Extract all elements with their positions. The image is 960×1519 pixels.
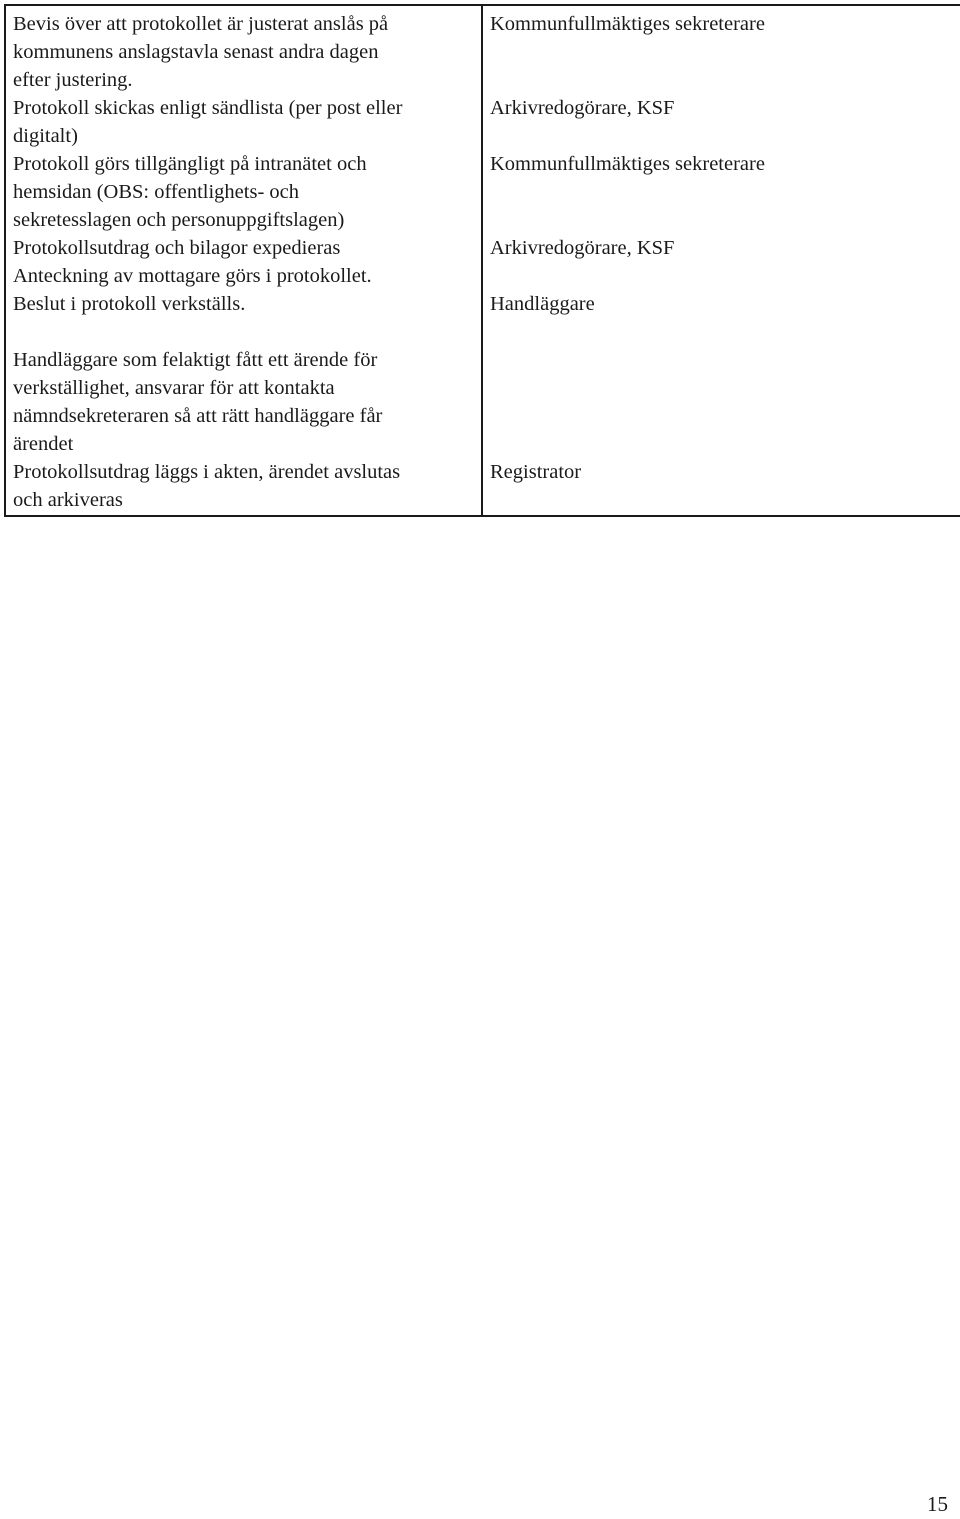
role-line-11: Handläggare	[490, 293, 595, 315]
task-line-9: Protokollsutdrag och bilagor expedieras	[13, 237, 341, 259]
role-gap	[490, 402, 954, 430]
role-gap	[490, 318, 954, 346]
task-line-14: verkställighet, ansvarar för att kontakta	[13, 377, 335, 399]
role-gap	[490, 430, 954, 458]
responsibility-table	[4, 4, 960, 517]
role-gap	[490, 122, 954, 150]
task-line-11: Beslut i protokoll verkställs.	[13, 293, 246, 315]
role-cell	[482, 5, 960, 516]
task-line-2: kommunens anslagstavla senast andra dagen	[13, 41, 379, 63]
role-gap	[490, 374, 954, 402]
role-line-6: Kommunfullmäktiges sekreterare	[490, 153, 765, 175]
role-gap	[490, 486, 954, 514]
table-row	[5, 5, 960, 516]
task-line-7: hemsidan (OBS: offentlighets- och	[13, 181, 300, 203]
task-line-gap	[13, 318, 475, 346]
task-line-5: digitalt)	[13, 125, 78, 147]
page-number: 15	[927, 1492, 948, 1516]
role-line-4: Arkivredogörare, KSF	[490, 97, 675, 119]
role-gap	[490, 262, 954, 290]
role-line-9: Arkivredogörare, KSF	[490, 237, 675, 259]
role-gap	[490, 206, 954, 234]
task-line-3: efter justering.	[13, 69, 133, 91]
task-line-18: och arkiveras	[13, 489, 123, 511]
task-cell	[5, 5, 482, 516]
task-line-16: ärendet	[13, 433, 74, 455]
role-gap	[490, 66, 954, 94]
task-line-10: Anteckning av mottagare görs i protokollet.	[13, 265, 372, 287]
role-gap	[490, 38, 954, 66]
task-line-17: Protokollsutdrag läggs i akten, ärendet avslutas	[13, 461, 401, 483]
task-line-8: sekretesslagen och personuppgiftslagen)	[13, 209, 345, 231]
role-gap	[490, 346, 954, 374]
role-line-1: Kommunfullmäktiges sekreterare	[490, 13, 765, 35]
task-line-1: Bevis över att protokollet är justerat anslås på	[13, 13, 389, 35]
task-line-15: nämndsekreteraren så att rätt handläggare får	[13, 405, 383, 427]
task-line-6: Protokoll görs tillgängligt på intranätet och	[13, 153, 367, 175]
task-line-4: Protokoll skickas enligt sändlista (per post eller	[13, 97, 403, 119]
task-line-13: Handläggare som felaktigt fått ett ärende för	[13, 349, 378, 371]
role-line-17: Registrator	[490, 461, 582, 483]
role-gap	[490, 178, 954, 206]
